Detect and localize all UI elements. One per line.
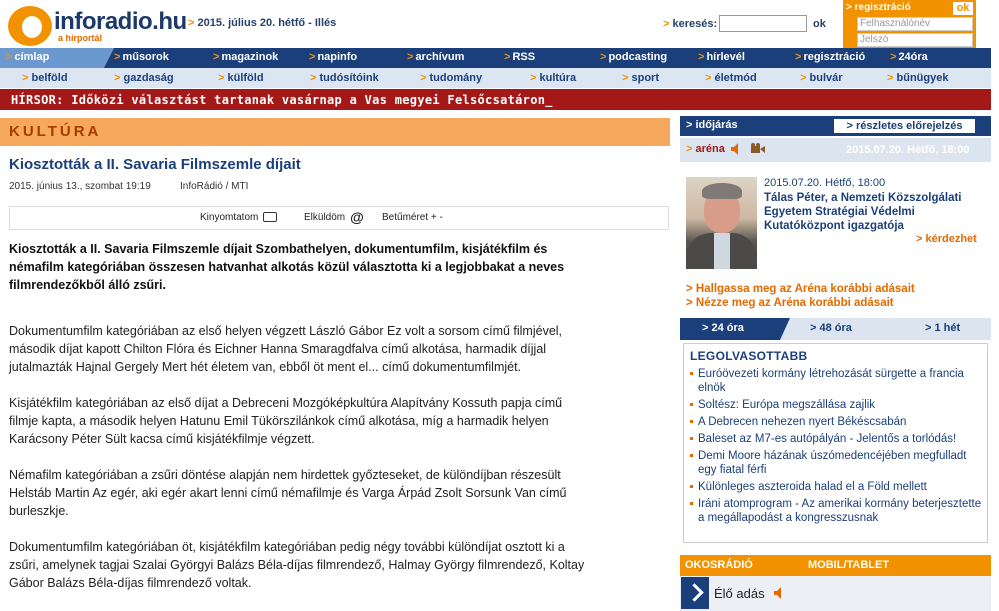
main-nav	[0, 48, 991, 68]
main-nav-item-cimlap[interactable]: > címlap	[6, 51, 50, 63]
guest-description[interactable]: Tálas Péter, a Nemzeti Közszolgálati Egyetem Stratégiai Védelmi Kutatóközpont igazgatója	[764, 192, 962, 232]
list-item[interactable]: Demi Moore házának úszómedencéjében megfulladt egy fiatal férfi	[698, 449, 983, 477]
search-ok-button[interactable]: ok	[813, 18, 826, 30]
list-item[interactable]: Euróövezeti kormány létrehozását sürgette a francia elnök	[698, 367, 983, 395]
listen-archive-link[interactable]: > Hallgassa meg az Aréna korábbi adásait	[686, 283, 915, 295]
main-nav-item-magazinok[interactable]: > magazinok	[213, 51, 279, 63]
sub-nav-item-tudomany[interactable]: > tudomány	[420, 72, 483, 84]
most-read-list	[698, 367, 983, 528]
video-camera-icon[interactable]	[750, 143, 766, 155]
speaker-icon[interactable]	[773, 586, 785, 600]
detailed-forecast-button[interactable]: > részletes előrejelzés	[834, 119, 975, 133]
tab-24-ora[interactable]: > 24 óra	[702, 322, 744, 334]
date-line: > 2015. július 20. hétfő - Illés	[188, 17, 337, 29]
list-item[interactable]: Soltész: Európa megszállása zajlik	[698, 398, 983, 412]
arena-link[interactable]: > aréna	[686, 143, 725, 155]
ask-question-link[interactable]: > kérdezhet	[916, 233, 977, 245]
arena-date: 2015.07.20. Hétfő, 18:00	[846, 144, 970, 156]
news-ticker-text[interactable]: HÍRSOR: Időközi választást tartanak vasárnap a Vas megyei Felsőcsatáron_	[11, 93, 553, 107]
sub-nav-item-kulfold[interactable]: > külföld	[218, 72, 264, 84]
logo-i-icon	[8, 6, 52, 46]
search-label: > keresés:	[663, 18, 718, 30]
sub-nav-item-tudositoink[interactable]: > tudósítóink	[310, 72, 379, 84]
main-nav-item-regisztracio[interactable]: > regisztráció	[795, 51, 866, 63]
sub-nav-item-kultura[interactable]: > kultúra	[530, 72, 577, 84]
search-input[interactable]	[719, 15, 807, 32]
list-item[interactable]: A Debrecen nehezen nyert Békéscsabán	[698, 415, 983, 429]
article-title: Kiosztották a II. Savaria Filmszemle díjait	[9, 156, 301, 173]
main-nav-item-24ora[interactable]: > 24óra	[890, 51, 928, 63]
main-nav-item-rss[interactable]: > RSS	[504, 51, 536, 63]
site-logo[interactable]	[6, 2, 191, 46]
sub-nav-item-bulvar[interactable]: > bulvár	[800, 72, 843, 84]
sub-nav-item-bunugyek[interactable]: > bűnügyek	[887, 72, 949, 84]
email-at-icon: @	[350, 209, 364, 226]
sub-nav-item-gazdasag[interactable]: > gazdaság	[114, 72, 174, 84]
mobile-tablet-link[interactable]: MOBIL/TABLET	[808, 559, 890, 571]
sub-nav-item-eletmod[interactable]: > életmód	[705, 72, 757, 84]
sub-nav-item-sport[interactable]: > sport	[622, 72, 659, 84]
list-item[interactable]: Különleges aszteroida halad el a Föld mellett	[698, 480, 983, 494]
list-item[interactable]: Baleset az M7-es autópályán - Jelentős a torlódás!	[698, 432, 983, 446]
article-paragraph: Dokumentumfilm kategóriában öt, kisjátékfilm kategóriában pedig négy további különdíjat osztott ki a zsűri, amelynek tagjai Szalai Györgyi Balázs Béla-díjas filmrendező, Halmay György filmrendező, Koltay Gábor Balázs Béla-díjas filmrendező voltak.	[9, 540, 585, 590]
sub-nav	[0, 68, 991, 88]
article-paragraph: Némafilm kategóriában a zsűri döntése alapján nem hirdettek győzteseket, de különdíjban részesült Helstáb Martin Az egér, aki egér akart lenni című némafilmje és Varga Árpád Zsolt Sorsunk Van című burleszkje.	[9, 468, 567, 518]
sub-nav-item-belfold[interactable]: > belföld	[22, 72, 68, 84]
chevron-right-icon[interactable]	[681, 577, 709, 609]
section-title: KULTÚRA	[9, 123, 102, 140]
password-field[interactable]: Jelszó	[857, 33, 973, 47]
main-nav-item-musorok[interactable]: > műsorok	[114, 51, 169, 63]
weather-link[interactable]: > időjárás	[686, 119, 738, 131]
main-nav-item-podcasting[interactable]: > podcasting	[600, 51, 668, 63]
tab-1-het[interactable]: > 1 hét	[925, 322, 961, 334]
article-paragraph: Kisjátékfilm kategóriában az első díjat a Debreceni Mozgóképkultúra Alapítvány Kossuth papja című filmje kapta, a második helyen Hatunu Emil Tükörszilánkok című alkotása, míg a harmadik helyen Karácsony Péter Sült kacsa című kisjátékfilmje végzett.	[9, 396, 563, 446]
okosradio-link[interactable]: OKOSRÁDIÓ	[685, 559, 753, 571]
article-date: 2015. június 13., szombat 19:19	[9, 181, 151, 192]
guest-photo[interactable]	[686, 177, 757, 269]
article-paragraph: Dokumentumfilm kategóriában az első helyen végzett László Gábor Ez volt a sorsom című filmjével, második díjat kapott Chilton Flóra és Eichner Hanna Smaragdfalva című alkotása, harmadik díjjal jutalmazták Hajnal Gergely Mert hét életem van, ebből öt ment el... című dokumentumfilmjét.	[9, 324, 563, 374]
logo-name: inforadio.hu	[54, 8, 187, 35]
guest-date: 2015.07.20. Hétfő, 18:00	[764, 177, 886, 189]
main-nav-item-napinfo[interactable]: > napinfo	[309, 51, 358, 63]
article-lead: Kiosztották a II. Savaria Filmszemle díjait Szombathelyen, dokumentumfilm, kisjátékfilm és némafilm kategóriában összesen hatvanhat alkotás közül választotta ki a legjobbakat a neves filmrendezőkből álló zsűri.	[9, 242, 565, 292]
most-read-title: LEGOLVASOTTABB	[690, 349, 808, 363]
speaker-icon[interactable]	[730, 142, 742, 156]
main-nav-item-archivum[interactable]: > archívum	[407, 51, 465, 63]
printer-icon	[263, 212, 277, 222]
font-size-control[interactable]: Betűméret + -	[382, 212, 443, 223]
print-button[interactable]: Kinyomtatom	[200, 212, 277, 223]
live-stream-link[interactable]: Élő adás	[714, 586, 765, 601]
login-ok-button[interactable]: ok	[953, 2, 973, 15]
tab-48-ora[interactable]: > 48 óra	[810, 322, 852, 334]
article-source: InfoRádió / MTI	[180, 181, 249, 192]
watch-archive-link[interactable]: > Nézze meg az Aréna korábbi adásait	[686, 297, 894, 309]
username-field[interactable]: Felhasználónév	[857, 17, 973, 31]
send-button[interactable]: Elküldöm @	[304, 209, 364, 226]
register-link[interactable]: > regisztráció	[846, 2, 911, 13]
main-nav-item-hirlevel[interactable]: > hírlevél	[698, 51, 745, 63]
list-item[interactable]: Iráni atomprogram - Az amerikai kormány beterjesztette a megállapodást a kongresszusnak	[698, 498, 982, 524]
logo-tagline: a hírportál	[58, 33, 103, 43]
